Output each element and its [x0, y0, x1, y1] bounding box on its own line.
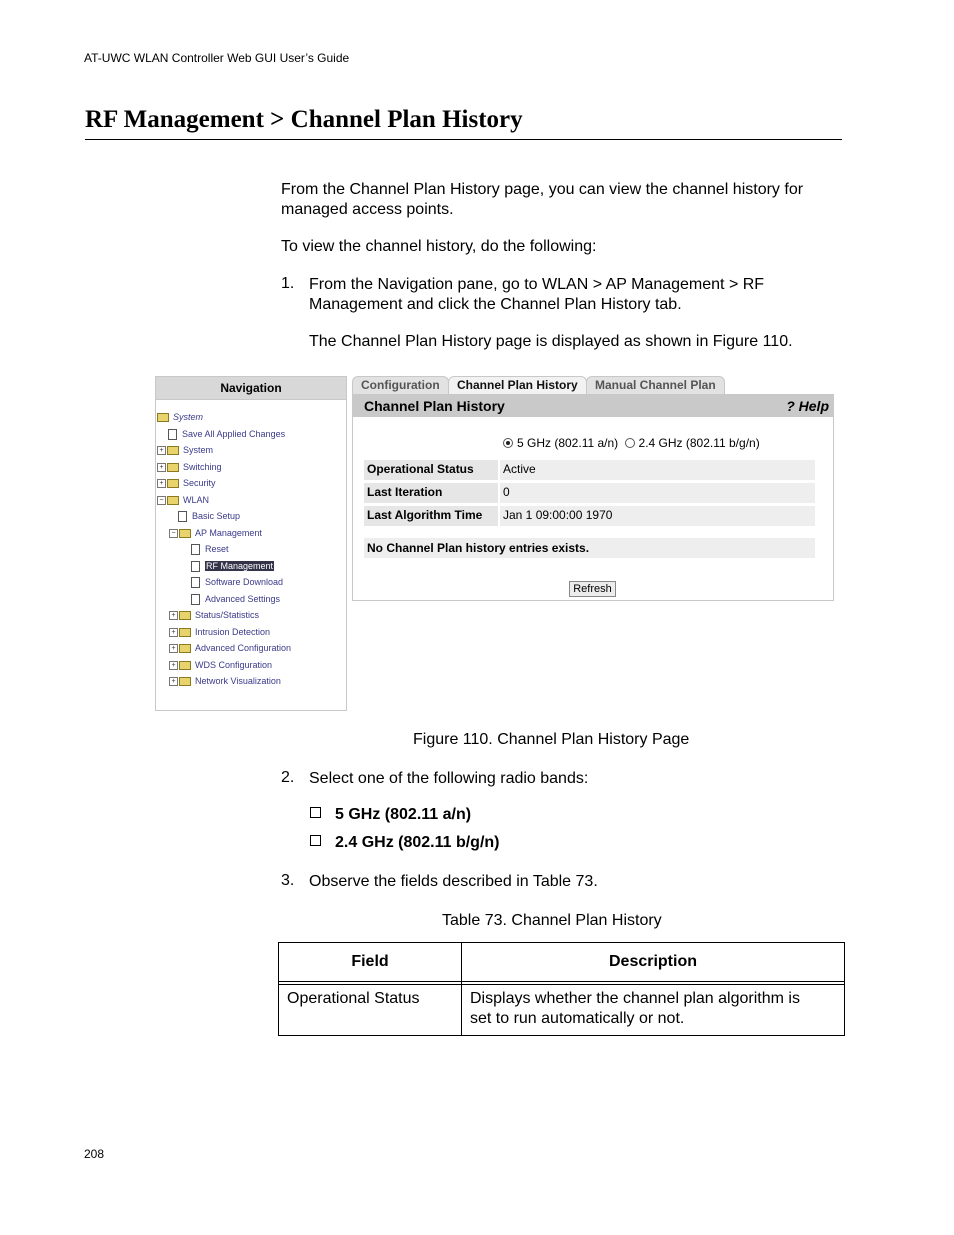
radio-5ghz[interactable]: [503, 438, 513, 448]
step-1-number: 1.: [281, 275, 295, 292]
row-last-iteration: [364, 483, 815, 503]
collapse-minus-icon[interactable]: −: [169, 529, 178, 538]
tree-item-wds[interactable]: + WDS Configuration: [169, 658, 272, 672]
description-line-2: set to run automatically or not.: [470, 1010, 685, 1027]
navigation-pane: [155, 376, 347, 711]
panel-header: [353, 395, 833, 417]
folder-icon: [179, 677, 191, 686]
intro-line-2: managed access points.: [281, 201, 454, 218]
tree-item-software-download[interactable]: Software Download: [191, 575, 283, 589]
folder-icon: [179, 661, 191, 670]
tree-item-reset[interactable]: Reset: [191, 542, 229, 556]
table-header-row: [279, 943, 845, 982]
checkbox-bullet-icon: [310, 835, 321, 846]
tree-item-ap-management[interactable]: − AP Management: [169, 526, 262, 540]
no-entries-message: No Channel Plan history entries exists.: [364, 538, 815, 558]
section-title: RF Management > Channel Plan History: [85, 106, 523, 133]
collapse-minus-icon[interactable]: −: [157, 496, 166, 505]
table-cell-field: Operational Status: [279, 985, 462, 1036]
expand-plus-icon[interactable]: +: [169, 611, 178, 620]
channel-plan-panel: [352, 394, 834, 601]
tree-root-system[interactable]: System: [157, 410, 203, 424]
folder-icon: [179, 611, 191, 620]
tab-configuration[interactable]: Configuration: [352, 376, 449, 394]
row-value: Active: [500, 460, 815, 480]
figure-caption: Figure 110. Channel Plan History Page: [413, 731, 690, 748]
bullet-24ghz: 2.4 GHz (802.11 b/g/n): [310, 834, 500, 852]
radio-24ghz[interactable]: [625, 438, 635, 448]
folder-icon: [179, 644, 191, 653]
radio-band-group: [503, 436, 760, 450]
step-1-note: The Channel Plan History page is displayed as shown in Figure 110.: [309, 333, 793, 350]
description-line-1: Displays whether the channel plan algorithm is: [470, 990, 800, 1007]
expand-plus-icon[interactable]: +: [169, 628, 178, 637]
tab-channel-plan-history[interactable]: Channel Plan History: [448, 376, 587, 394]
page-number: 208: [84, 1147, 105, 1161]
document-icon: [191, 577, 200, 588]
tree-item-save[interactable]: Save All Applied Changes: [168, 427, 285, 441]
document-icon: [191, 561, 200, 572]
row-label: Last Iteration: [364, 483, 498, 503]
document-icon: [191, 544, 200, 555]
expand-plus-icon[interactable]: +: [169, 677, 178, 686]
step-1-line-1: From the Navigation pane, go to WLAN > AP Management > RF: [309, 276, 765, 293]
running-header: AT-UWC WLAN Controller Web GUI User’s Guide: [84, 51, 350, 65]
help-link[interactable]: ? Help: [786, 398, 829, 414]
tree-item-advanced-settings[interactable]: Advanced Settings: [191, 592, 280, 606]
tree-item-status[interactable]: + Status/Statistics: [169, 608, 259, 622]
folder-icon: [167, 463, 179, 472]
folder-open-icon: [179, 529, 191, 538]
row-value: Jan 1 09:00:00 1970: [500, 506, 815, 526]
navigation-title: Navigation: [156, 377, 346, 400]
tree-item-switching[interactable]: + Switching: [157, 460, 222, 474]
expand-plus-icon[interactable]: +: [157, 446, 166, 455]
tree-item-advanced-config[interactable]: + Advanced Configuration: [169, 641, 291, 655]
document-icon: [168, 429, 177, 440]
row-value: 0: [500, 483, 815, 503]
folder-open-icon: [157, 413, 169, 422]
tab-manual-channel-plan[interactable]: Manual Channel Plan: [586, 376, 725, 394]
folder-icon: [167, 479, 179, 488]
tree-item-security[interactable]: + Security: [157, 476, 216, 490]
navigation-tree: [156, 377, 346, 710]
table-header-field: Field: [279, 943, 462, 982]
row-operational-status: [364, 460, 815, 480]
row-label: Last Algorithm Time: [364, 506, 498, 526]
lead-paragraph: To view the channel history, do the following:: [281, 238, 597, 255]
table-cell-description: [462, 985, 845, 1036]
intro-line-1: From the Channel Plan History page, you can view the channel history for: [281, 181, 804, 198]
radio-5ghz-label: 5 GHz (802.11 a/n): [517, 436, 619, 450]
tree-item-wlan[interactable]: − WLAN: [157, 493, 209, 507]
expand-plus-icon[interactable]: +: [169, 661, 178, 670]
refresh-button[interactable]: Refresh: [569, 581, 616, 597]
radio-24ghz-label: 2.4 GHz (802.11 b/g/n): [638, 436, 760, 450]
expand-plus-icon[interactable]: +: [157, 463, 166, 472]
tree-item-intrusion[interactable]: + Intrusion Detection: [169, 625, 270, 639]
tree-item-system[interactable]: + System: [157, 443, 213, 457]
tree-item-network-visualization[interactable]: + Network Visualization: [169, 674, 281, 688]
expand-plus-icon[interactable]: +: [169, 644, 178, 653]
row-last-algorithm-time: [364, 506, 815, 526]
document-icon: [178, 511, 187, 522]
tree-item-rf-management[interactable]: RF Management: [191, 559, 274, 573]
row-label: Operational Status: [364, 460, 498, 480]
folder-open-icon: [167, 496, 179, 505]
folder-icon: [167, 446, 179, 455]
step-2-number: 2.: [281, 769, 295, 786]
intro-paragraph: [281, 180, 803, 220]
step-2-text: Select one of the following radio bands:: [309, 770, 589, 787]
table-row: [279, 985, 845, 1036]
channel-plan-table: [278, 942, 845, 1036]
bullet-5ghz: 5 GHz (802.11 a/n): [310, 806, 471, 824]
step-3-text: Observe the fields described in Table 73.: [309, 873, 598, 890]
document-icon: [191, 594, 200, 605]
expand-plus-icon[interactable]: +: [157, 479, 166, 488]
step-1-text: [309, 275, 764, 315]
checkbox-bullet-icon: [310, 807, 321, 818]
table-caption: Table 73. Channel Plan History: [442, 912, 662, 929]
table-header-description: Description: [462, 943, 845, 982]
tree-item-basic-setup[interactable]: Basic Setup: [178, 509, 240, 523]
step-1-line-2: Management and click the Channel Plan History tab.: [309, 296, 682, 313]
title-rule: [85, 139, 842, 140]
step-3-number: 3.: [281, 872, 295, 889]
folder-icon: [179, 628, 191, 637]
panel-title: Channel Plan History: [364, 398, 505, 414]
